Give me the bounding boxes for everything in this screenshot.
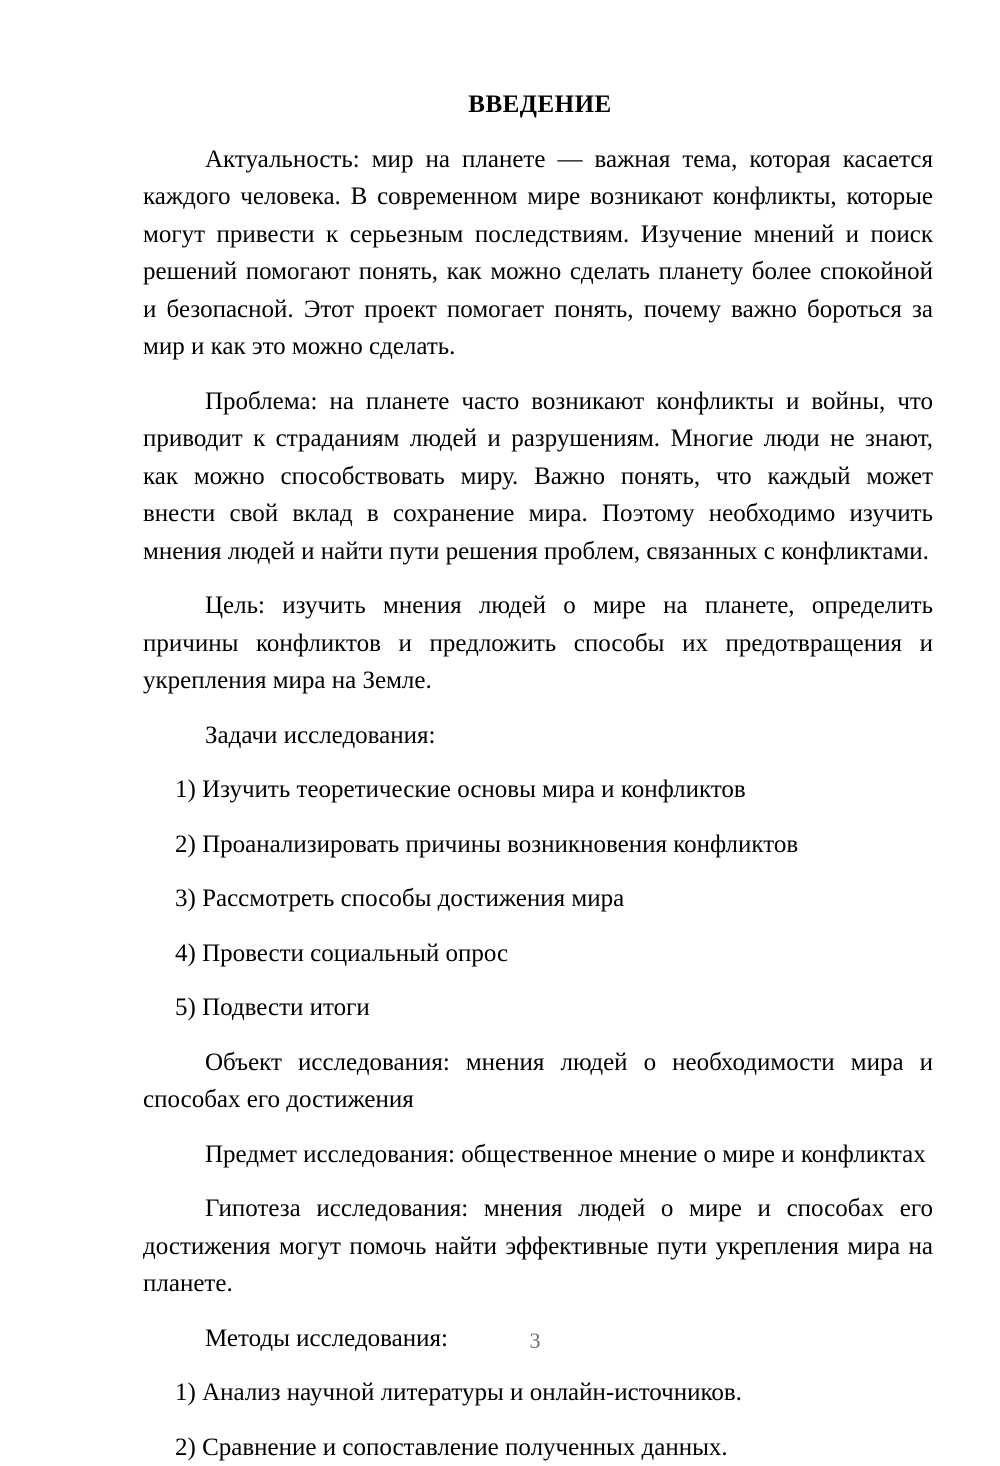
page-number: 3 [0, 1330, 1000, 1352]
heading-methods: Методы исследования: [143, 1303, 933, 1358]
paragraph-goal: Цель: изучить мнения людей о мире на планете, определить причины конфликтов и предложить способы их предотвращения и укрепления мира на Земле. [143, 570, 933, 700]
list-item: 5) Подвести итоги [143, 972, 933, 1027]
list-item: 1) Анализ научной литературы и онлайн-источников. [143, 1357, 933, 1412]
document-content [143, 86, 933, 1466]
page-title: ВВЕДЕНИЕ [143, 86, 933, 124]
paragraph-hypothesis: Гипотеза исследования: мнения людей о мире и способах его достижения могут помочь найти эффективные пути укрепления мира на планете. [143, 1173, 933, 1303]
paragraph-problem: Проблема: на планете часто возникают конфликты и войны, что приводит к страданиям людей и разрушениям. Многие люди не знают, как можно способствовать миру. Важно понять, что каждый может внести свой вклад в сохранение мира. Поэтому необходимо изучить мнения людей и найти пути решения проблем, связанных с конфликтами. [143, 366, 933, 571]
paragraph-relevance: Актуальность: мир на планете — важная тема, которая касается каждого человека. В современном мире возникают конфликты, которые могут привести к серьезным последствиям. Изучение мнений и поиск решений помогают понять, как можно сделать планету более спокойной и безопасной. Этот проект помогает понять, почему важно бороться за мир и как это можно сделать. [143, 124, 933, 366]
list-item: 2) Сравнение и сопоставление полученных данных. [143, 1412, 933, 1466]
paragraph-object: Объект исследования: мнения людей о необходимости мира и способах его достижения [143, 1027, 933, 1119]
list-item: 1) Изучить теоретические основы мира и конфликтов [143, 754, 933, 809]
list-item: 4) Провести социальный опрос [143, 918, 933, 973]
heading-tasks: Задачи исследования: [143, 700, 933, 755]
paragraph-subject: Предмет исследования: общественное мнение о мире и конфликтах [143, 1119, 933, 1174]
list-item: 2) Проанализировать причины возникновения конфликтов [143, 809, 933, 864]
list-item: 3) Рассмотреть способы достижения мира [143, 863, 933, 918]
